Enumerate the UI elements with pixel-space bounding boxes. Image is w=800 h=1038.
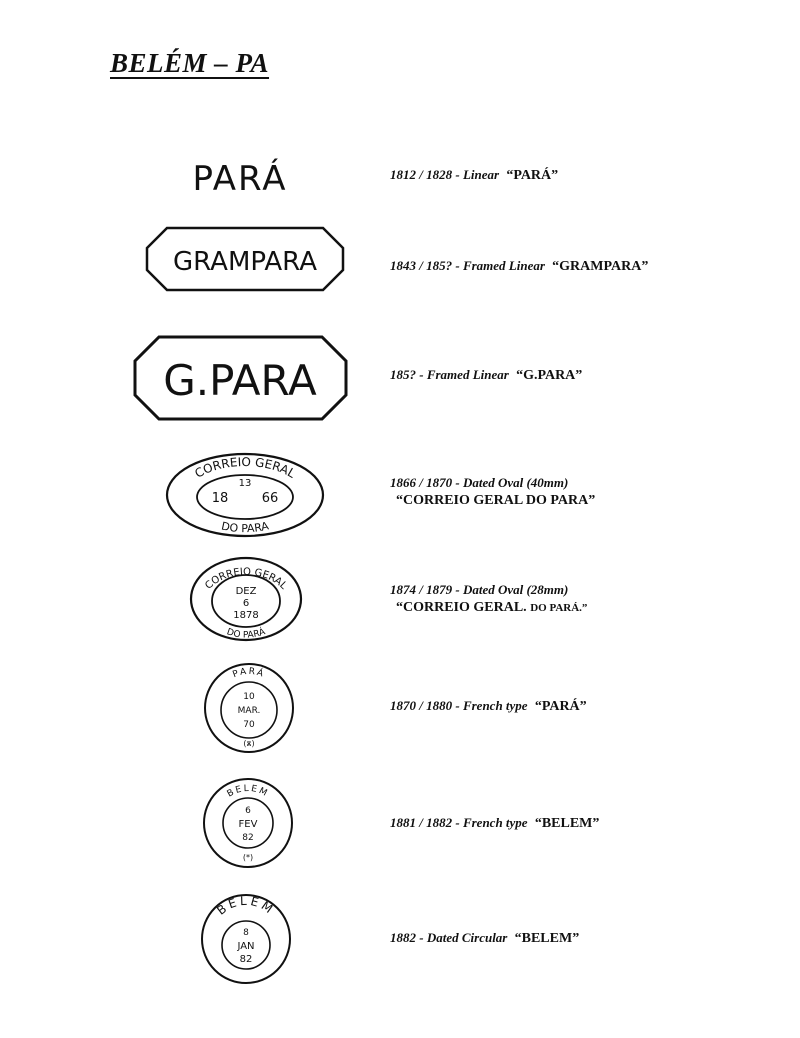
caption-7 (390, 815, 599, 832)
caption-lead: 1874 / 1879 - Dated Oval (28mm) (390, 582, 569, 597)
caption-name: “G.PARA” (516, 368, 583, 383)
stamp-day: 6 (242, 598, 250, 609)
stamp-month: DEZ (235, 586, 257, 597)
caption-line2-main: “CORREIO GERAL. (396, 600, 527, 615)
caption-lead: 185? - Framed Linear (390, 367, 509, 382)
stamp-top-arc: CORREIO GERAL (192, 454, 298, 481)
stamp-left: 18 (211, 491, 229, 506)
stamp-month: FEV (238, 819, 258, 830)
stamp-dated-oval-40mm (165, 452, 325, 538)
caption-name: “BELEM” (514, 931, 580, 946)
caption-8 (390, 930, 579, 947)
caption-name: “PARÁ” (506, 168, 559, 183)
stamp-framed-gpara (133, 335, 348, 421)
caption-lead: 1866 / 1870 - Dated Oval (40mm) (390, 475, 569, 490)
caption-name: “BELEM” (534, 816, 600, 831)
stamp-top-arc: BELEM (225, 783, 271, 800)
stamp-year: 82 (242, 833, 254, 843)
caption-1 (390, 167, 558, 184)
stamp-right: 66 (261, 491, 279, 506)
stamp-text: PARÁ (192, 159, 288, 199)
caption-6 (390, 698, 587, 715)
stamp-day: 8 (243, 928, 249, 938)
stamp-month: MAR. (237, 706, 261, 716)
caption-lead: 1882 - Dated Circular (390, 930, 508, 945)
caption-lead: 1870 / 1880 - French type (390, 698, 528, 713)
caption-lead: 1881 / 1882 - French type (390, 815, 528, 830)
stamp-day: 13 (238, 478, 252, 489)
stamp-bottom-arc: DO PARÁ (225, 627, 267, 641)
stamp-month: JAN (237, 941, 255, 952)
stamp-top-arc: PARÁ (231, 666, 267, 681)
stamp-top-arc: BELEM (214, 893, 278, 918)
caption-name: “PARÁ” (534, 699, 587, 714)
caption-lead: 1843 / 185? - Framed Linear (390, 258, 545, 273)
stamp-bottom-arc: DO PARA (220, 519, 270, 536)
stamp-french-type-para (203, 662, 295, 754)
stamp-top-arc: CORREIO GERAL (203, 566, 289, 592)
page-title: BELÉM – PA (110, 48, 270, 78)
stamp-day: 6 (245, 806, 251, 816)
stamp-year: 70 (243, 720, 255, 730)
caption-3 (390, 367, 582, 384)
stamp-text: GRAMPARA (173, 247, 317, 277)
stamp-dated-oval-28mm (189, 556, 303, 642)
caption-5 (390, 582, 587, 616)
stamp-year: 82 (239, 954, 253, 965)
stamp-year: 1878 (233, 610, 259, 621)
caption-line2-tail: DO PARÁ.” (530, 602, 588, 614)
caption-name: “GRAMPARA” (552, 259, 649, 274)
stamp-french-type-belem (202, 777, 294, 869)
stamp-code: (ѫ) (243, 739, 255, 748)
caption-2 (390, 258, 648, 275)
stamp-code: (*) (242, 853, 254, 862)
stamp-framed-grampara (145, 226, 345, 292)
caption-4 (390, 475, 595, 509)
stamp-text: G.PARA (163, 356, 317, 405)
stamp-linear-para (180, 152, 300, 202)
stamp-day: 10 (243, 692, 255, 702)
stamp-dated-circular-belem (200, 893, 292, 985)
caption-line2: “CORREIO GERAL DO PARA” (396, 493, 596, 508)
caption-line2 (396, 600, 587, 616)
caption-lead: 1812 / 1828 - Linear (390, 167, 500, 182)
